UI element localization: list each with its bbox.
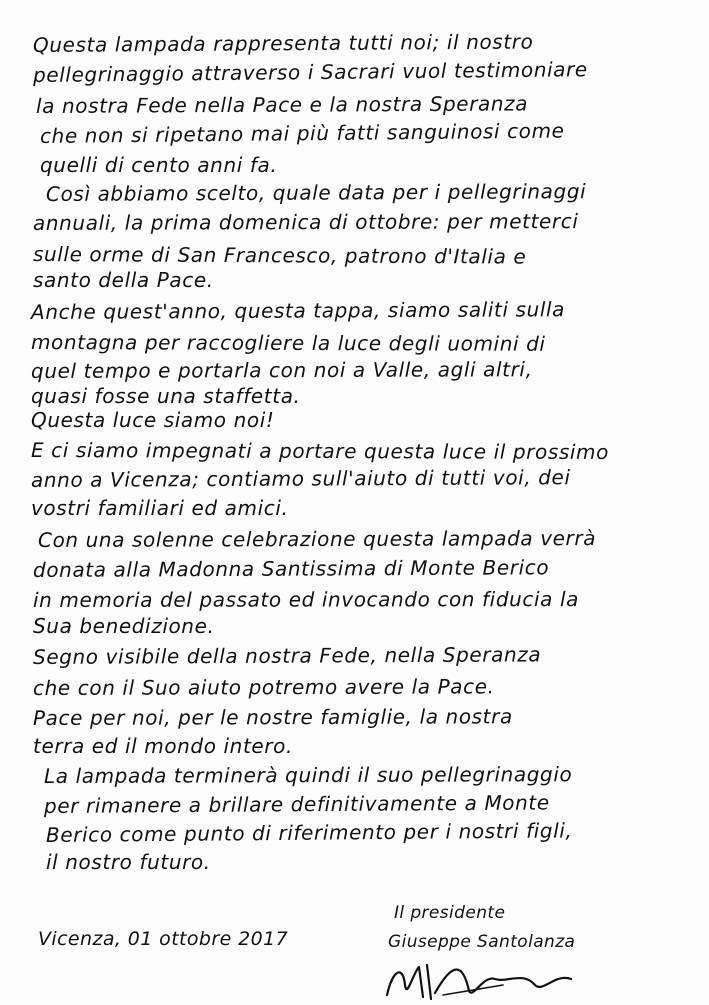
letter-line-11: montagna per raccogliere la luce degli uomini di xyxy=(30,330,546,356)
letter-line-7: annuali, la prima domenica di ottobre: per metterci xyxy=(32,209,579,235)
letter-line-26: La lampada terminerà quindi il suo pellegrinaggio xyxy=(43,762,573,788)
letter-line-28: Berico come punto di riferimento per i nostri figli, xyxy=(45,818,573,847)
letter-line-17: vostri familiari ed amici. xyxy=(31,496,289,520)
letter-line-19: donata alla Madonna Santissima di Monte Berico xyxy=(32,555,550,582)
letter-line-23: che con il Suo aiuto potremo avere la Pace. xyxy=(32,674,495,700)
letter-line-14: Questa luce siamo noi! xyxy=(31,408,275,432)
letter-line-1: Questa lampada rappresenta tutti noi; il nostro xyxy=(32,29,534,57)
signature-scrawl xyxy=(383,955,583,1003)
letter-line-8: sulle orme di San Francesco, patrono d'Italia e xyxy=(32,242,527,269)
letter-line-9: santo della Pace. xyxy=(33,268,214,292)
letter-line-16: anno a Vicenza; contiamo sull'aiuto di tutti voi, dei xyxy=(30,465,571,492)
letter-line-25: terra ed il mondo intero. xyxy=(33,734,293,758)
president-name: Giuseppe Santolanza xyxy=(388,932,576,952)
letter-line-10: Anche quest'anno, questa tappa, siamo saliti sulla xyxy=(30,297,566,324)
letter-line-2: pellegrinaggio attraverso i Sacrari vuol testimoniare xyxy=(32,57,588,87)
president-title: Il presidente xyxy=(394,903,506,923)
letter-line-3: la nostra Fede nella Pace e la nostra Speranza xyxy=(35,91,529,118)
letter-line-6: Così abbiamo scelto, quale data per i pellegrinaggi xyxy=(45,179,587,206)
letter-line-20: in memoria del passato ed invocando con fiducia la xyxy=(32,587,580,612)
letter-date: Vicenza, 01 ottobre 2017 xyxy=(38,928,289,950)
letter-line-18: Con una solenne celebrazione questa lampada verrà xyxy=(37,526,597,552)
letter-line-21: Sua benedizione. xyxy=(33,614,215,638)
letter-line-13: quasi fosse una staffetta. xyxy=(31,384,301,408)
letter-line-22: Segno visibile della nostra Fede, nella Speranza xyxy=(32,642,542,669)
letter-line-29: il nostro futuro. xyxy=(46,850,211,874)
letter-line-24: Pace per noi, per le nostre famiglie, la nostra xyxy=(32,704,513,730)
letter-line-27: per rimanere a brillare definitivamente a Monte xyxy=(43,790,550,818)
letter-line-4: che non si ripetano mai più fatti sanguinosi come xyxy=(39,118,565,148)
letter-line-15: E ci siamo impegnati a portare questa luce il prossimo xyxy=(30,438,610,465)
letter-line-5: quelli di cento anni fa. xyxy=(40,153,278,177)
letter-line-12: quel tempo e portarla con noi a Valle, agli altri, xyxy=(30,357,533,383)
